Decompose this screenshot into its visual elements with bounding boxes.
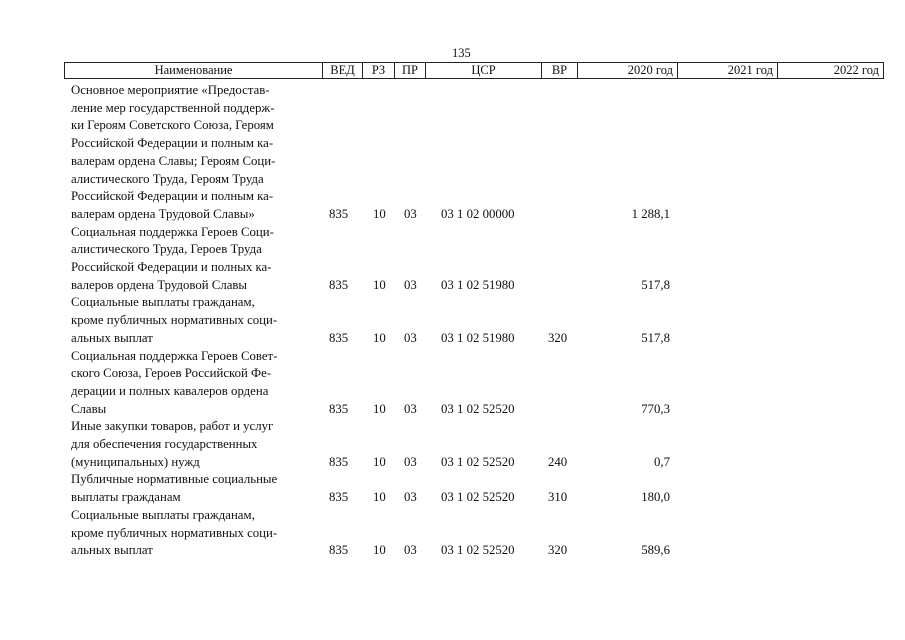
row-name-line: Социальная поддержка Героев Совет- — [71, 348, 278, 363]
row-ved: 835 — [329, 330, 349, 345]
row-name-line: Российской Федерации и полных ка- — [71, 260, 272, 274]
row-rz: 10 — [373, 330, 386, 345]
row-pr: 03 — [404, 401, 417, 416]
column-header-name: Наименование — [154, 63, 233, 77]
row-name-line: ки Героям Советского Союза, Героям — [71, 118, 274, 133]
row-name-line: Славы — [71, 401, 107, 416]
row-ved: 835 — [329, 490, 349, 505]
row-name-line: ление мер государственной поддерж- — [71, 100, 275, 115]
row-amount-2020: 1 288,1 — [631, 206, 670, 221]
column-header-csr: ЦСР — [425, 63, 541, 78]
row-name-line: (муниципальных) нужд — [71, 454, 200, 469]
row-csr: 03 1 02 52520 — [441, 401, 515, 416]
row-name-line: дерации и полных кавалеров ордена — [71, 383, 269, 398]
row-name — [71, 82, 321, 224]
row-csr: 03 1 02 52520 — [441, 454, 515, 469]
row-vr: 310 — [548, 490, 568, 505]
row-name-line: Иные закупки товаров, работ и услуг — [71, 419, 274, 434]
row-rz: 10 — [373, 277, 386, 292]
row-csr: 03 1 02 00000 — [441, 206, 515, 221]
row-amount-2020: 0,7 — [654, 454, 670, 469]
row-name-line: альных выплат — [71, 543, 153, 558]
column-header-pr: ПР — [394, 63, 425, 78]
row-amount-2020: 770,3 — [641, 401, 670, 416]
row-csr: 03 1 02 51980 — [441, 330, 515, 345]
row-name-line: валерам ордена Славы; Героям Соци- — [71, 153, 276, 168]
row-vr: 240 — [548, 454, 568, 469]
row-name-line: алистического Труда, Героям Труда — [71, 171, 264, 186]
row-name-line: кроме публичных нормативных соци- — [71, 313, 278, 328]
row-csr: 03 1 02 52520 — [441, 490, 515, 505]
row-name-line: алистического Труда, Героев Труда — [71, 242, 262, 257]
row-vr: 320 — [548, 543, 568, 558]
row-csr: 03 1 02 51980 — [441, 277, 515, 292]
row-name — [71, 418, 321, 471]
row-name-line: кроме публичных нормативных соци- — [71, 525, 278, 540]
row-pr: 03 — [404, 454, 417, 469]
row-ved: 835 — [329, 401, 349, 416]
row-name-line: Социальная поддержка Героев Соци- — [71, 224, 274, 239]
row-ved: 835 — [329, 277, 349, 292]
column-header-rz: РЗ — [362, 63, 394, 78]
row-name-line: валерам ордена Трудовой Славы» — [71, 206, 255, 221]
row-pr: 03 — [404, 206, 417, 221]
row-amount-2020: 589,6 — [641, 543, 670, 558]
row-pr: 03 — [404, 330, 417, 345]
row-ved: 835 — [329, 206, 349, 221]
row-pr: 03 — [404, 490, 417, 505]
column-header-2020: 2020 год — [577, 63, 677, 78]
column-header-vr: ВР — [541, 63, 577, 78]
row-name-line: Основное мероприятие «Предостав- — [71, 83, 270, 97]
row-rz: 10 — [373, 543, 386, 558]
column-header-ved: ВЕД — [322, 63, 362, 78]
row-name-line: Российской Федерации и полным ка- — [71, 136, 274, 151]
column-header-2022: 2022 год — [777, 63, 883, 78]
row-name-line: альных выплат — [71, 330, 153, 345]
row-name-line: для обеспечения государственных — [71, 437, 258, 451]
row-rz: 10 — [373, 401, 386, 416]
row-name — [71, 224, 321, 295]
row-name-line: Социальные выплаты гражданам, — [71, 507, 255, 522]
row-amount-2020: 517,8 — [641, 277, 670, 292]
column-header-2021: 2021 год — [677, 63, 777, 78]
row-name-line: выплаты гражданам — [71, 490, 181, 505]
row-name-line: Публичные нормативные социальные — [71, 472, 278, 487]
row-rz: 10 — [373, 490, 386, 505]
row-rz: 10 — [373, 454, 386, 469]
row-name-line: валеров ордена Трудовой Славы — [71, 277, 248, 292]
row-ved: 835 — [329, 454, 349, 469]
row-name — [71, 294, 321, 347]
row-name — [71, 348, 321, 419]
row-amount-2020: 180,0 — [641, 490, 670, 505]
row-name-line: Российской Федерации и полным ка- — [71, 189, 274, 204]
row-ved: 835 — [329, 543, 349, 558]
row-rz: 10 — [373, 206, 386, 221]
row-amount-2020: 517,8 — [641, 330, 670, 345]
row-csr: 03 1 02 52520 — [441, 543, 515, 558]
row-name-line: ского Союза, Героев Российской Фе- — [71, 366, 272, 381]
page-number: 135 — [452, 46, 471, 60]
row-name — [71, 507, 321, 560]
row-name — [71, 471, 321, 506]
row-pr: 03 — [404, 543, 417, 558]
row-name-line: Социальные выплаты гражданам, — [71, 295, 255, 310]
row-vr: 320 — [548, 330, 568, 345]
row-pr: 03 — [404, 277, 417, 292]
table-header — [64, 62, 884, 79]
